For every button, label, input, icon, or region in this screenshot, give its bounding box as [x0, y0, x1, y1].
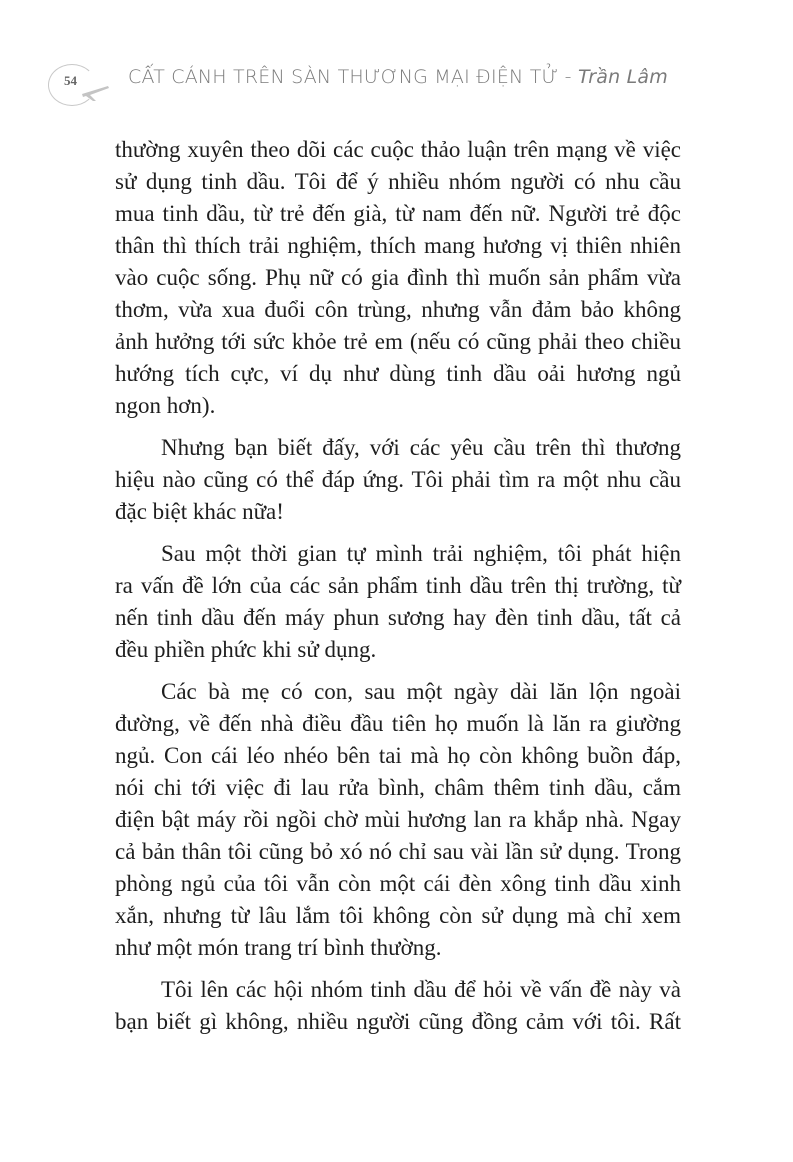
text-line: mua tinh dầu, từ trẻ đến già, từ nam đến nữ. Người trẻ độc [115, 201, 681, 226]
text-line: phòng ngủ của tôi vẫn còn một cái đèn xông tinh dầu xinh [115, 871, 681, 896]
text-line: đặc biệt khác nữa! [115, 499, 284, 524]
running-header [48, 58, 748, 108]
airplane-icon [80, 80, 110, 102]
paragraph [115, 134, 681, 422]
text-line: ngon hơn). [115, 393, 216, 418]
text-line: hiệu nào cũng có thể đáp ứng. Tôi phải tìm ra một nhu cầu [115, 467, 681, 492]
text-line: điện bật máy rồi ngồi chờ mùi hương lan ra khắp nhà. Ngay [115, 807, 681, 832]
text-line: bạn biết gì không, nhiều người cũng đồng cảm với tôi. Rất [115, 1009, 681, 1034]
text-line: nói chi tới việc đi lau rửa bình, châm thêm tinh dầu, cắm [115, 775, 681, 800]
text-line: ngủ. Con cái léo nhéo bên tai mà họ còn không buồn đáp, [115, 743, 681, 768]
text-line: xắn, nhưng từ lâu lắm tôi không còn sử dụng mà chỉ xem [115, 903, 681, 928]
text-line: đường, về đến nhà điều đầu tiên họ muốn là lăn ra giường [115, 711, 681, 736]
paragraph [115, 432, 681, 528]
text-line: nến tinh dầu đến máy phun sương hay đèn tinh dầu, tất cả [115, 605, 681, 630]
text-line: vào cuộc sống. Phụ nữ có gia đình thì muốn sản phẩm vừa [115, 265, 681, 290]
text-line: hướng tích cực, ví dụ như dùng tinh dầu oải hương ngủ [115, 361, 681, 386]
paragraph [115, 538, 681, 666]
text-line: thường xuyên theo dõi các cuộc thảo luận trên mạng về việc [115, 137, 681, 162]
text-line: Sau một thời gian tự mình trải nghiệm, tôi phát hiện [161, 541, 681, 566]
text-line: Nhưng bạn biết đấy, với các yêu cầu trên thì thương [161, 435, 681, 460]
text-line: Các bà mẹ có con, sau một ngày dài lăn lộn ngoài [161, 679, 681, 704]
text-line: sử dụng tinh dầu. Tôi để ý nhiều nhóm người có nhu cầu [115, 169, 681, 194]
text-line: ra vấn đề lớn của các sản phẩm tinh dầu trên thị trường, từ [115, 573, 681, 598]
title-separator: - [558, 66, 578, 88]
text-line: như một món trang trí bình thường. [115, 935, 442, 960]
author-name: Trần Lâm [577, 66, 668, 88]
text-line: ảnh hưởng tới sức khỏe trẻ em (nếu có cũng phải theo chiều [115, 329, 681, 354]
book-title-header [128, 66, 668, 88]
body-text [115, 134, 681, 1048]
book-title: CẤT CÁNH TRÊN SÀN THƯƠNG MẠI ĐIỆN TỬ [128, 66, 559, 88]
paragraph [115, 676, 681, 964]
text-line: thơm, vừa xua đuổi côn trùng, nhưng vẫn đảm bảo không [115, 297, 681, 322]
text-line: thân thì thích trải nghiệm, thích mang hương vị thiên nhiên [115, 233, 681, 258]
text-line: cả bản thân tôi cũng bỏ xó nó chỉ sau vài lần sử dụng. Trong [115, 839, 681, 864]
text-line: Tôi lên các hội nhóm tinh dầu để hỏi về vấn đề này và [161, 977, 681, 1002]
page-number: 54 [64, 73, 77, 88]
paragraph [115, 974, 681, 1038]
text-line: đều phiền phức khi sử dụng. [115, 637, 377, 662]
